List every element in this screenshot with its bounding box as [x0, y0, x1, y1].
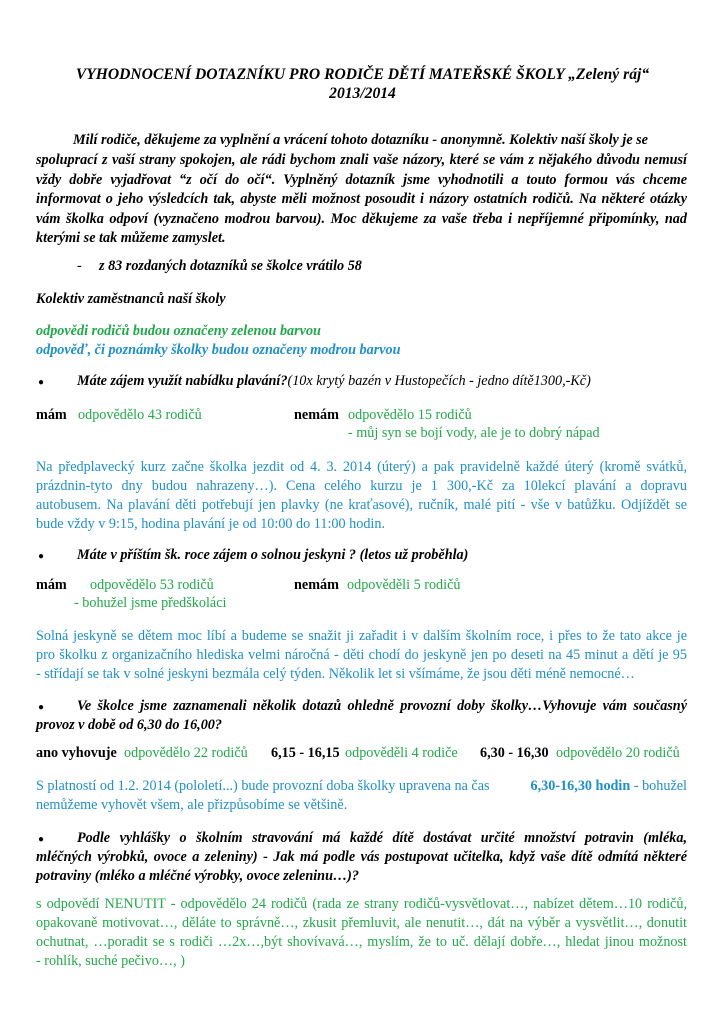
q3-option-3-answer: odpovědělo 20 rodičů [556, 745, 680, 761]
q2-yes-answer: odpovědělo 53 rodičů [90, 577, 214, 593]
q1-reply-1: Na předplavecký kurz začne školka jezdit od 4. 3. 2014 (úterý) a pak pravidelně každé úterý (kromě svátků, [36, 459, 687, 475]
q1-note: (10x krytý bazén v Hustopečích - jedno dítě1300,-Kč) [287, 373, 591, 389]
q1-question-text: Máte zájem využít nabídku plavání? [77, 373, 288, 389]
bullet-icon: ● [38, 377, 45, 388]
q4-answer-2: opakovaně motivovat…, děláte to správně…, zkusit přemluvit, ale nenutit…, dát na výběr a vysvětlit…, donutit [36, 915, 687, 931]
q3-option-1-label: ano vyhovuje [36, 745, 117, 761]
q2-comment: - bohužel jsme předškoláci [74, 595, 227, 611]
q3-option-2-label: 6,15 - 16,15 [271, 745, 340, 761]
q3-question-1: Ve školce jsme zaznamenali několik dotazů ohledně provozní doby školky…Vyhovuje vám současný [77, 698, 687, 714]
q3-reply-1 [36, 777, 687, 795]
q3-question-2: provoz v době od 6,30 do 16,00? [36, 717, 222, 733]
q1-reply-3: autobusem. Na plavání děti potřebují jen plavky (ne kraťasové), ručník, malé pití - vše v batůžku. Odjíždět se [36, 497, 687, 513]
list-dash: - [77, 258, 82, 274]
q2-reply-3: - střídají se tak v solné jeskyni bezmála celý týden. Několik let si všímáme, že jsou děti méně nemocné… [36, 666, 635, 682]
q4-question-3: potraviny (mléko a mléčné výrobky, ovoce zeleninu…)? [36, 868, 359, 884]
q3-reply-2: nemůžeme vyhovět všem, ale přizpůsobíme se většině. [36, 797, 348, 813]
q2-reply-1: Solná jeskyně se dětem moc líbí a budeme se snažit ji zařadit i v dalším školním roce, i přes to že tato akce je [36, 628, 687, 644]
legend-green: odpovědi rodičů budou označeny zelenou barvou [36, 323, 321, 339]
staff-signature: Kolektiv zaměstnanců naší školy [36, 291, 226, 307]
q2-no-answer: odpověděli 5 rodičů [347, 577, 461, 593]
q1-yes-label: mám [36, 407, 67, 423]
q1-yes-answer: odpovědělo 43 rodičů [78, 407, 202, 423]
q1-no-answer: odpovědělo 15 rodičů [348, 407, 472, 423]
q1-no-label: nemám [294, 407, 339, 423]
intro-line-3: vždy dobře vyjadřovat “z očí do očí“. Vyplněný dotazník jsme vyhodnotili a touto formou vás chceme [36, 172, 687, 188]
bullet-icon: ● [38, 551, 45, 562]
q3-option-2-answer: odpověděli 4 rodiče [345, 745, 458, 761]
q4-answer-4: - rohlík, suché pečivo…, ) [36, 953, 185, 969]
q3-option-1-answer: odpovědělo 22 rodičů [124, 745, 248, 761]
intro-line-4: informovat o jeho výsledcích tak, abyste měli možnost posoudit i názory ostatních rodičů. Na některé otázky [36, 191, 687, 207]
intro-line-1: Milí rodiče, děkujeme za vyplnění a vrácení tohoto dotazníku - anonymně. Kolektiv naší školy je se [73, 132, 648, 148]
q2-reply-2: pro školku z organizačního hlediska velmi náročná - děti chodí do jeskyně jen po deseti na 45 minut a dětí je 95 [36, 647, 687, 663]
document-title: VYHODNOCENÍ DOTAZNÍKU PRO RODIČE DĚTÍ MATEŘSKÉ ŠKOLY „Zelený ráj“ [75, 66, 650, 83]
q2-yes-label: mám [36, 577, 67, 593]
q3-option-3-label: 6,30 - 16,30 [480, 745, 549, 761]
q3-reply-hours: 6,30-16,30 hodin [530, 778, 631, 794]
bullet-icon: ● [38, 702, 45, 713]
bullet-icon: ● [38, 834, 45, 845]
q1-reply-2: prázdnin-tyto dny budou nahrazeny…). Cena celého kurzu je 1 300,-Kč za 10lekcí plavání a dopravu [36, 478, 687, 494]
q4-answer-1: s odpovědí NENUTIT - odpovědělo 24 rodičů (rada ze strany rodičů-vysvětlovat…, nabízet dětem…10 rodičů, [36, 896, 687, 912]
q3-reply-text: S platností od 1.2. 2014 (pololetí...) bude provozní doba školky upravena na čas [36, 778, 494, 794]
q3-reply-text-end: - bohužel [630, 778, 687, 794]
returned-count: z 83 rozdaných dotazníků se školce vrátilo 58 [99, 258, 362, 274]
school-year: 2013/2014 [329, 85, 396, 102]
q2-question: Máte v příštím šk. roce zájem o solnou jeskyni ? (letos už proběhla) [77, 547, 469, 563]
intro-line-2: spoluprací z vaší strany spokojen, ale rádi bychom znali vaše názory, které se vám z nějakého důvodu nemusí [36, 152, 687, 168]
q4-question-1: Podle vyhlášky o školním stravování má každé dítě dostávat určité množství potravin (mléka, [77, 830, 687, 846]
q1-reply-4: bude vždy v 9:15, hodina plavání je od 10:00 do 11:00 hodin. [36, 516, 385, 532]
intro-line-5: vám školka odpoví (vyznačeno modrou barvou). Moc děkujeme za vaše třeba i nepříjemné připomínky, nad [36, 211, 687, 227]
q1-comment: - můj syn se bojí vody, ale je to dobrý nápad [348, 425, 600, 441]
q2-no-label: nemám [294, 577, 339, 593]
q1-question [77, 372, 591, 390]
q4-question-2: mléčných výrobků, ovoce a zeleniny) - Jak má podle vás postupovat učitelka, když vaše dítě odmítá některé [36, 849, 687, 865]
q4-answer-3: ochutnat, …poradit se s rodiči …2x…,být shovívavá…, myslím, že to uč. dělají dobře…, hledat jinou možnost [36, 934, 687, 950]
intro-line-6: kterými se tak můžeme zamyslet. [36, 230, 226, 246]
legend-blue: odpověď, či poznámky školky budou označeny modrou barvou [36, 342, 401, 358]
